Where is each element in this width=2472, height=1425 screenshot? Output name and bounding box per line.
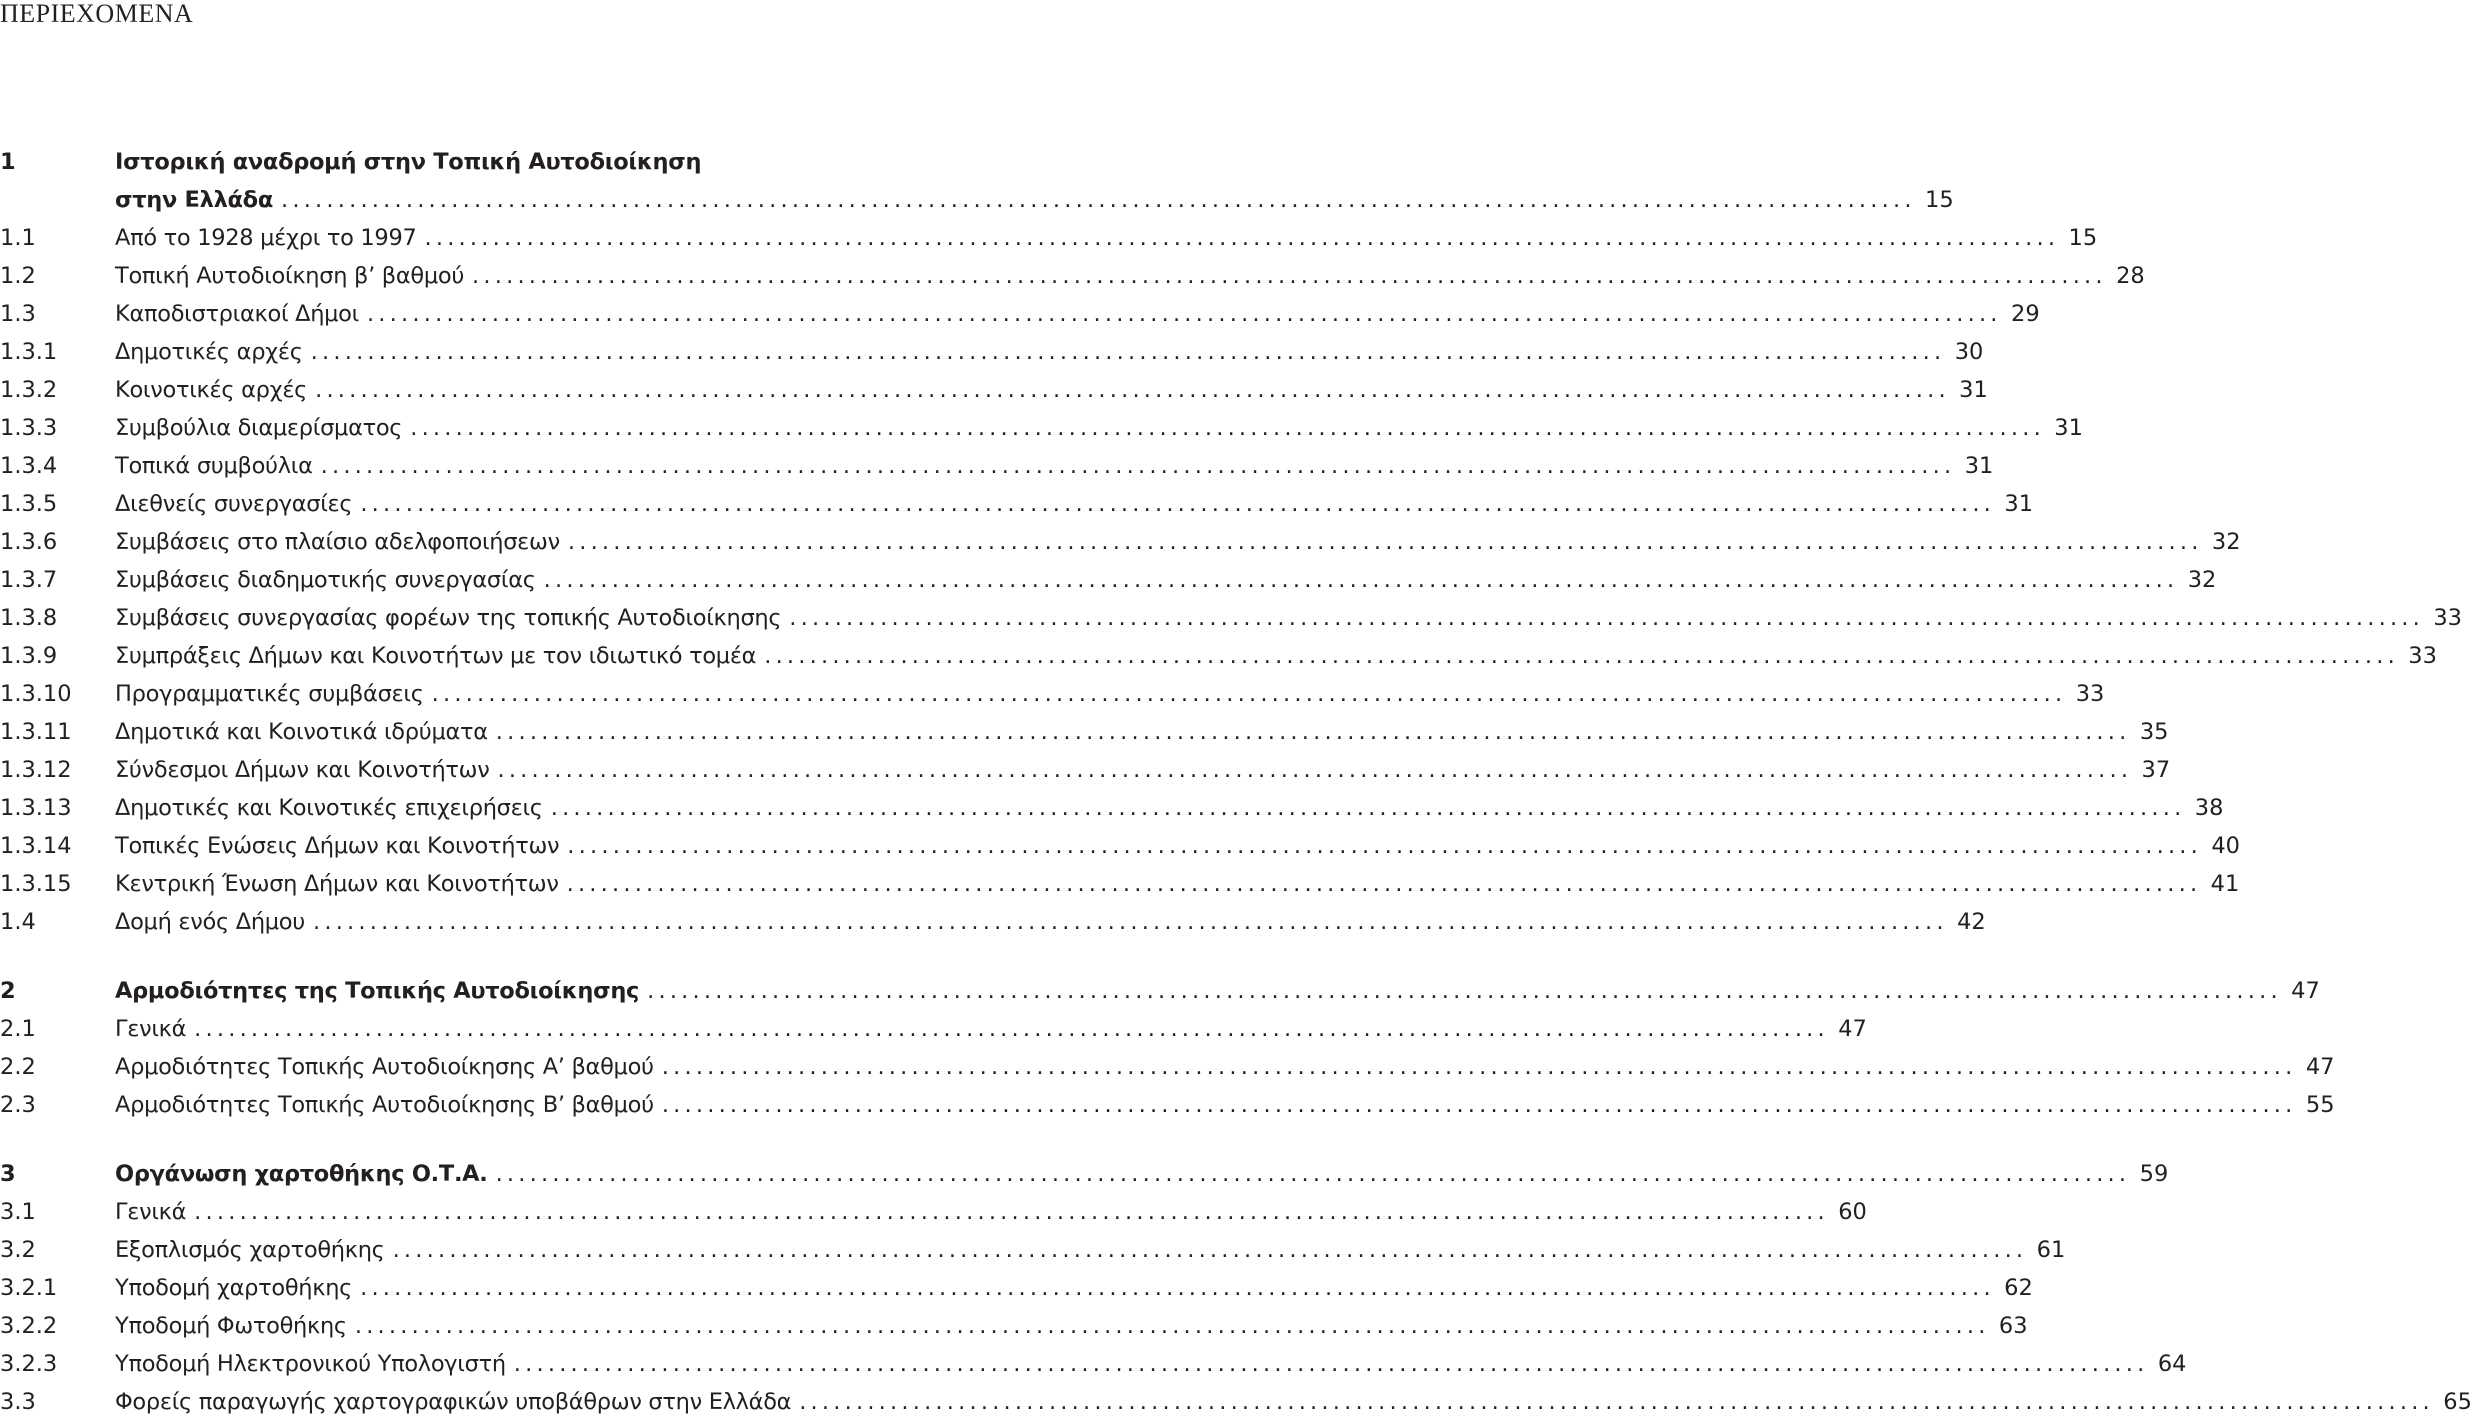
toc-entry-page-number: 32 (2211, 529, 2241, 555)
toc-entry-number: 2.3 (0, 1092, 36, 1118)
toc-entry-page-number: 38 (2194, 795, 2224, 821)
toc-entry-leader-dots: ................................................................................................................................................ (360, 1275, 1995, 1301)
toc-entry-content (115, 143, 960, 181)
toc-entry[interactable] (0, 903, 1986, 941)
toc-entry-page-number: 64 (2157, 1351, 2187, 1377)
toc-entry[interactable] (0, 1086, 2335, 1124)
toc-entry-leader-dots: ................................................................................................................................................ (313, 909, 1948, 935)
toc-entry-content (115, 713, 2169, 751)
toc-entry-title: Κοινοτικές αρχές (115, 377, 308, 403)
toc-entry[interactable] (0, 371, 1988, 409)
toc-entry-page-number: 59 (2139, 1161, 2169, 1187)
toc-entry-title: Διεθνείς συνεργασίες (115, 491, 353, 517)
toc-entry-leader-dots: ................................................................................................................................................ (194, 1016, 1829, 1042)
toc-entry-title: Υποδομή Φωτοθήκης (115, 1313, 347, 1339)
toc-entry-content (115, 409, 2083, 447)
toc-entry-leader-dots: ................................................................................................................................................ (315, 377, 1950, 403)
toc-entry-number: 2.2 (0, 1054, 36, 1080)
toc-entry-page-number: 62 (2004, 1275, 2033, 1301)
toc-entry-content (115, 599, 2462, 637)
toc-entry-leader-dots: ................................................................................................................................................ (424, 225, 2060, 251)
toc-entry-page-number: 28 (2116, 263, 2145, 289)
toc-entry-number: 3.2 (0, 1237, 36, 1263)
toc-entry-content (115, 561, 2217, 599)
toc-entry-number: 1.3.10 (0, 681, 72, 707)
toc-entry-content (115, 1193, 1867, 1231)
toc-entry[interactable] (0, 295, 2040, 333)
toc-entry-page-number: 40 (2211, 833, 2240, 859)
toc-entry-content (115, 295, 2040, 333)
toc-entry-page-number: 33 (2075, 681, 2105, 707)
toc-entry-title: Γενικά (115, 1199, 187, 1225)
toc-entry-number: 1.3.13 (0, 795, 72, 821)
toc-entry-title: στην Ελλάδα (115, 187, 273, 213)
toc-entry-title: Σύνδεσμοι Δήμων και Κοινοτήτων (115, 757, 490, 783)
toc-entry-leader-dots: ................................................................................................................................................ (495, 1161, 2131, 1187)
toc-entry-leader-dots: ................................................................................................................................................ (310, 339, 1946, 365)
toc-entry-page-number: 60 (1838, 1199, 1867, 1225)
toc-entry-content (115, 1269, 2033, 1307)
toc-entry[interactable] (0, 1048, 2335, 1086)
toc-entry[interactable] (0, 333, 1984, 371)
toc-entry-content (115, 181, 1954, 219)
toc-entry-title: Δημοτικά και Κοινοτικά ιδρύματα (115, 719, 488, 745)
toc-entry-title: Δημοτικές αρχές (115, 339, 303, 365)
toc-entry-content (115, 903, 1986, 941)
toc-entry-title: Προγραμματικές συμβάσεις (115, 681, 424, 707)
toc-entry[interactable] (0, 637, 2437, 675)
toc-entry-page-number: 31 (2004, 491, 2034, 517)
toc-entry-page-number: 55 (2305, 1092, 2335, 1118)
toc-entry[interactable] (0, 1383, 2472, 1421)
toc-entry-title: Τοπικά συμβούλια (115, 453, 313, 479)
toc-entry-number: 1.3.7 (0, 567, 58, 593)
toc-entry-number: 3.1 (0, 1199, 36, 1225)
toc-entry[interactable] (0, 1345, 2187, 1383)
toc-entry-title: Δομή ενός Δήμου (115, 909, 305, 935)
toc-entry[interactable] (0, 1155, 2169, 1193)
toc-entry-number: 3 (0, 1161, 16, 1187)
toc-entry-page-number: 41 (2210, 871, 2240, 897)
toc-entry-leader-dots: ................................................................................................................................................ (472, 263, 2107, 289)
toc-entry-number: 2.1 (0, 1016, 36, 1042)
toc-entry-title: Αρμοδιότητες Τοπικής Αυτοδιοίκησης Β’ βαθμού (115, 1092, 654, 1118)
toc-entry-title: Από το 1928 μέχρι το 1997 (115, 225, 417, 251)
toc-entry[interactable] (0, 561, 2217, 599)
toc-entry-number: 1.3.14 (0, 833, 72, 859)
toc-entry-number: 2 (0, 978, 16, 1004)
toc-entry-content (115, 447, 1994, 485)
toc-entry-leader-dots: ................................................................................................................................................ (661, 1054, 2297, 1080)
toc-entry-title: Τοπικές Ενώσεις Δήμων και Κοινοτήτων (115, 833, 560, 859)
toc-entry-leader-dots: ................................................................................................................................................ (661, 1092, 2297, 1118)
toc-entry-title: Οργάνωση χαρτοθήκης Ο.Τ.Α. (115, 1161, 488, 1187)
toc-entry-content (115, 972, 2320, 1010)
toc-entry-title: Κεντρική Ένωση Δήμων και Κοινοτήτων (115, 871, 559, 897)
toc-entry-leader-dots: ................................................................................................................................................ (513, 1351, 2149, 1377)
toc-entry-leader-dots: ................................................................................................................................................ (567, 833, 2202, 859)
toc-entry-number: 3.2.2 (0, 1313, 58, 1339)
toc-entry-leader-dots: ................................................................................................................................................ (431, 681, 2067, 707)
toc-entry-leader-dots: ................................................................................................................................................ (495, 719, 2131, 745)
toc-entry-content (115, 219, 2098, 257)
toc-entry-page-number: 47 (2305, 1054, 2335, 1080)
toc-entry-page-number: 47 (1838, 1016, 1867, 1042)
toc-entry-content (115, 1155, 2169, 1193)
toc-entry[interactable] (0, 523, 2241, 561)
toc-entry[interactable] (0, 675, 2105, 713)
toc-entry-leader-dots: ................................................................................................................................................ (647, 978, 2282, 1004)
toc-entry-leader-dots: ................................................................................................................................................ (410, 415, 2045, 441)
toc-entry-content (115, 865, 2240, 903)
toc-entry-content (115, 1345, 2187, 1383)
toc-entry-leader-dots: ................................................................................................................................................ (550, 795, 2186, 821)
toc-entry-leader-dots: ................................................................................................................................................ (566, 871, 2202, 897)
toc-entry-number: 1.4 (0, 909, 36, 935)
toc-entry-title: Συμβάσεις διαδημοτικής συνεργασίας (115, 567, 536, 593)
toc-entry-page-number: 15 (1925, 187, 1954, 213)
toc-entry-number: 1.3.2 (0, 377, 58, 403)
toc-entry-page-number: 42 (1957, 909, 1986, 935)
toc-entry-content (115, 485, 2034, 523)
toc-entry[interactable] (0, 1193, 1867, 1231)
toc-entry[interactable] (0, 713, 2169, 751)
toc-entry-content (115, 257, 2145, 295)
toc-entry-number: 1 (0, 149, 16, 175)
toc-entry-leader-dots: ................................................................................................................................................ (392, 1237, 2028, 1263)
toc-entry-leader-dots: ................................................................................................................................................ (194, 1199, 1829, 1225)
toc-entry-title: Συμβάσεις συνεργασίας φορέων της τοπικής Αυτοδιοίκησης (115, 605, 782, 631)
toc-entry-page-number: 65 (2443, 1389, 2472, 1415)
toc-entry-title: Φορείς παραγωγής χαρτογραφικών υποβάθρων στην Ελλάδα (115, 1389, 792, 1415)
toc-entry-leader-dots: ................................................................................................................................................ (366, 301, 2002, 327)
toc-entry[interactable] (0, 789, 2224, 827)
toc-entry-page-number: 37 (2141, 757, 2171, 783)
toc-entry[interactable] (0, 219, 2098, 257)
toc-entry-title: Συμβάσεις στο πλαίσιο αδελφοποιήσεων (115, 529, 560, 555)
toc-entry-number: 1.3.11 (0, 719, 72, 745)
toc-entry-content (115, 1307, 2028, 1345)
page-title: ΠΕΡΙΕΧΟΜΕΝΑ (0, 0, 194, 28)
toc-entry-page-number: 29 (2011, 301, 2040, 327)
toc-entry-title: Ιστορική αναδρομή στην Τοπική Αυτοδιοίκηση (115, 149, 702, 175)
toc-entry-content (115, 675, 2105, 713)
toc-entry-leader-dots: ................................................................................................................................................ (799, 1389, 2434, 1415)
toc-entry[interactable] (0, 865, 2240, 903)
toc-entry[interactable] (0, 1231, 2066, 1269)
toc-entry[interactable] (0, 485, 2034, 523)
toc-entry-number: 1.3.3 (0, 415, 58, 441)
toc-entry-number: 1.1 (0, 225, 36, 251)
toc-entry-content (115, 333, 1984, 371)
toc-entry-title: Αρμοδιότητες της Τοπικής Αυτοδιοίκησης (115, 978, 640, 1004)
toc-entry-number: 3.2.3 (0, 1351, 58, 1377)
toc-entry-number: 1.3.4 (0, 453, 58, 479)
toc-entry[interactable] (0, 1269, 2033, 1307)
toc-entry-content (115, 1231, 2066, 1269)
toc-entry-leader-dots: ................................................................................................................................................ (354, 1313, 1990, 1339)
toc-entry[interactable] (0, 827, 2240, 865)
toc-entry-number: 1.3.8 (0, 605, 58, 631)
toc-entry[interactable] (0, 1307, 2028, 1345)
toc-entry-content (115, 789, 2224, 827)
toc-entry-title: Δημοτικές και Κοινοτικές επιχειρήσεις (115, 795, 543, 821)
toc-entry-page-number: 15 (2068, 225, 2098, 251)
toc-entry-title: Γενικά (115, 1016, 187, 1042)
toc-entry[interactable] (0, 181, 1954, 219)
toc-entry-page-number: 31 (1959, 377, 1988, 403)
toc-entry-page-number: 31 (1964, 453, 1994, 479)
toc-entry-number: 1.3 (0, 301, 36, 327)
toc-entry-number: 1.3.1 (0, 339, 58, 365)
toc-entry-content (115, 371, 1988, 409)
toc-entry-number: 1.2 (0, 263, 36, 289)
toc-entry[interactable] (0, 257, 2145, 295)
toc-entry-title: Υποδομή χαρτοθήκης (115, 1275, 353, 1301)
toc-entry-content (115, 751, 2171, 789)
toc-entry-content (115, 1086, 2335, 1124)
toc-entry-content (115, 523, 2241, 561)
toc-entry-title: Αρμοδιότητες Τοπικής Αυτοδιοίκησης Α’ βαθμού (115, 1054, 654, 1080)
toc-entry-leader-dots: ................................................................................................................................................ (543, 567, 2179, 593)
toc-entry[interactable] (0, 143, 960, 181)
toc-entry-page-number: 61 (2036, 1237, 2066, 1263)
toc-entry-leader-dots: ................................................................................................................................................ (764, 643, 2399, 669)
toc-entry-leader-dots: ................................................................................................................................................ (497, 757, 2133, 783)
toc-entry-title: Εξοπλισμός χαρτοθήκης (115, 1237, 385, 1263)
toc-entry-page-number: 33 (2433, 605, 2462, 631)
toc-entry[interactable] (0, 751, 2171, 789)
toc-entry-title: Υποδομή Ηλεκτρονικού Υπολογιστή (115, 1351, 506, 1377)
toc-entry-number: 1.3.6 (0, 529, 58, 555)
toc-entry-title: Συμβούλια διαμερίσματος (115, 415, 403, 441)
toc-entry[interactable] (0, 1010, 1867, 1048)
toc-entry[interactable] (0, 972, 2320, 1010)
toc-entry-content (115, 1010, 1867, 1048)
toc-entry-page-number: 47 (2291, 978, 2320, 1004)
toc-entry-number: 3.3 (0, 1389, 36, 1415)
toc-entry-title: Καποδιστριακοί Δήμοι (115, 301, 359, 327)
toc-entry[interactable] (0, 447, 1994, 485)
toc-entry-content (115, 827, 2240, 865)
toc-entry-number: 1.3.9 (0, 643, 58, 669)
toc-entry-leader-dots: ................................................................................................................................................ (360, 491, 1996, 517)
toc-entry-number: 3.2.1 (0, 1275, 58, 1301)
toc-entry-page-number: 63 (1998, 1313, 2028, 1339)
toc-entry-content (115, 1383, 2472, 1421)
toc-entry-page-number: 31 (2054, 415, 2083, 441)
toc-entry[interactable] (0, 599, 2462, 637)
toc-entry-number: 1.3.5 (0, 491, 58, 517)
toc-entry-leader-dots: ................................................................................................................................................ (280, 187, 1916, 213)
toc-entry-number: 1.3.12 (0, 757, 72, 783)
toc-entry-number: 1.3.15 (0, 871, 72, 897)
toc-entry-title: Συμπράξεις Δήμων και Κοινοτήτων με τον ιδιωτικό τομέα (115, 643, 757, 669)
toc-entry-page-number: 32 (2187, 567, 2217, 593)
toc-entry[interactable] (0, 409, 2083, 447)
toc-entry-title: Τοπική Αυτοδιοίκηση β’ βαθμού (115, 263, 465, 289)
toc-entry-leader-dots: ................................................................................................................................................ (320, 453, 1956, 479)
toc-entry-content (115, 1048, 2335, 1086)
toc-entry-content (115, 637, 2437, 675)
toc-entry-page-number: 35 (2139, 719, 2169, 745)
toc-entry-leader-dots: ................................................................................................................................................ (567, 529, 2203, 555)
toc-entry-page-number: 33 (2408, 643, 2437, 669)
toc-entry-page-number: 30 (1954, 339, 1984, 365)
toc-entry-leader-dots: ................................................................................................................................................ (789, 605, 2424, 631)
